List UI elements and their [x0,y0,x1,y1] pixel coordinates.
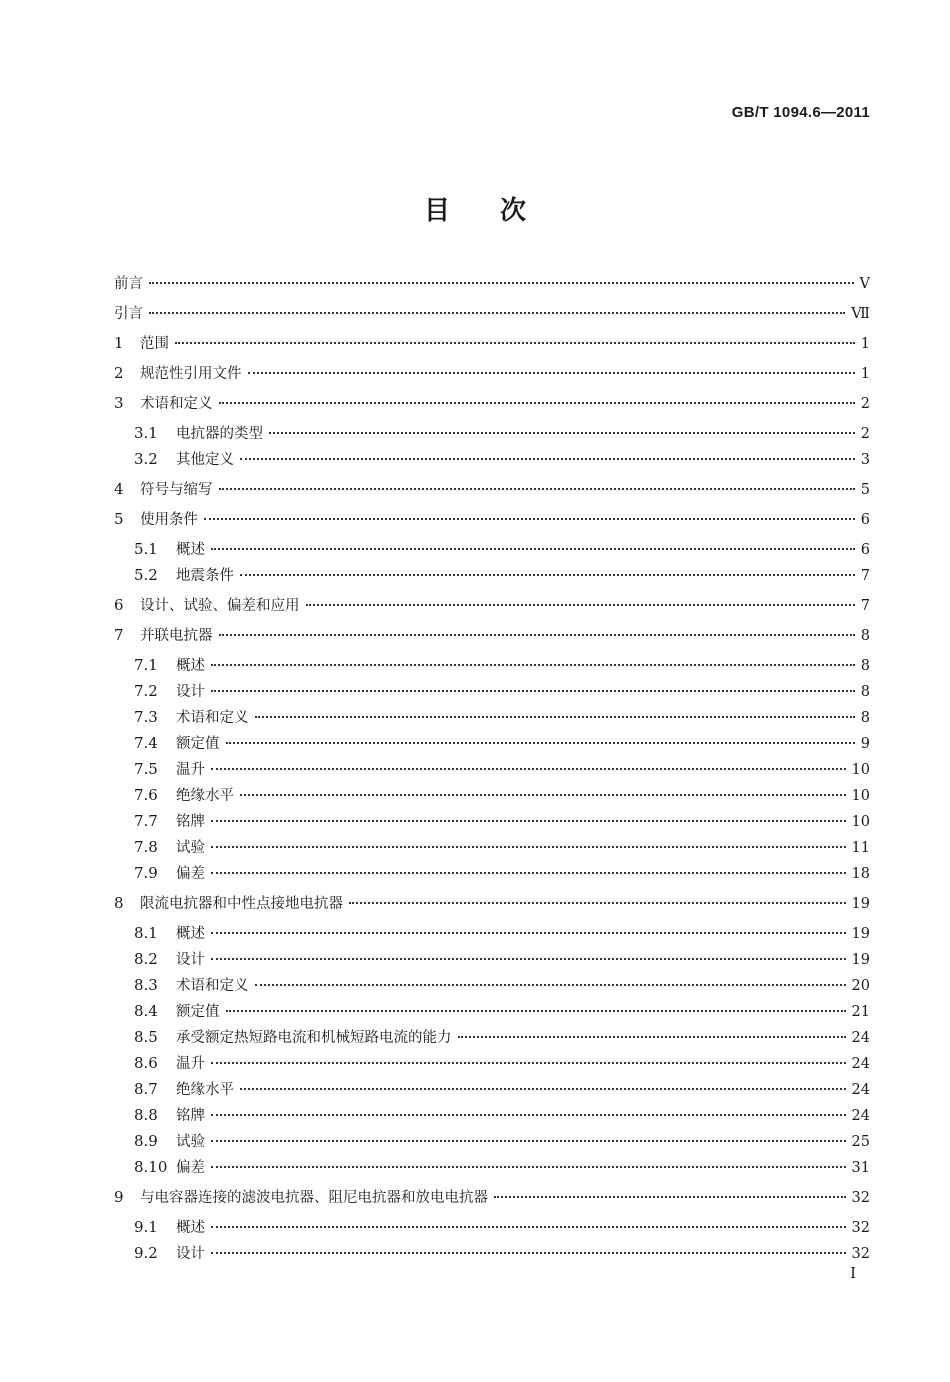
toc-entry-page: 24 [851,1056,870,1072]
dot-leader [211,1166,846,1168]
toc-entry[interactable] [114,1104,870,1130]
toc-entry-number: 9.2 [134,1244,158,1262]
dot-leader [240,1088,846,1090]
toc-entry[interactable] [114,810,870,836]
toc-entry[interactable] [114,784,870,810]
table-of-contents [114,268,870,1268]
dot-leader [211,768,846,770]
toc-entry-number: 7.7 [134,812,158,830]
toc-entry-label: 铭牌 [176,1108,205,1124]
toc-entry-number: 8.7 [134,1080,158,1098]
toc-entry[interactable] [114,538,870,564]
dot-leader [211,872,846,874]
toc-entry-label: 限流电抗器和中性点接地电抗器 [140,896,343,912]
toc-entry-page: 10 [851,762,870,778]
toc-entry-number: 1 [114,334,124,352]
toc-entry-label: 术语和定义 [176,978,249,994]
toc-entry[interactable] [114,302,870,328]
toc-entry-page: 24 [851,1082,870,1098]
toc-entry-page: 7 [860,568,870,584]
toc-entry-label: 设计 [176,1246,205,1262]
toc-entry-label: 设计、试验、偏差和应用 [140,598,300,614]
dot-leader [211,548,855,550]
toc-entry-number: 6 [114,596,124,614]
dot-leader [211,1062,846,1064]
toc-entry[interactable] [114,1156,870,1182]
dot-leader [211,932,846,934]
toc-entry[interactable] [114,448,870,474]
toc-entry-number: 8.8 [134,1106,158,1124]
dot-leader [226,742,855,744]
dot-leader [306,604,855,606]
toc-entry-label: 规范性引用文件 [140,366,242,382]
toc-title: 目次 [423,196,576,226]
toc-entry-page: 18 [851,866,870,882]
toc-entry-page: 10 [851,788,870,804]
toc-entry-label: 铭牌 [176,814,205,830]
toc-entry-page: V [859,276,870,292]
dot-leader [458,1036,846,1038]
toc-entry[interactable] [114,974,870,1000]
toc-entry-label: 试验 [176,1134,205,1150]
toc-entry[interactable] [114,680,870,706]
toc-entry[interactable] [114,422,870,448]
toc-entry-page: 25 [851,1134,870,1150]
toc-entry-label: 术语和定义 [176,710,249,726]
toc-entry-label: 概述 [176,542,205,558]
toc-entry-label: 概述 [176,1220,205,1236]
toc-entry-page: 19 [851,926,870,942]
dot-leader [211,664,855,666]
toc-entry-label: 与电容器连接的滤波电抗器、阻尼电抗器和放电电抗器 [140,1190,488,1206]
toc-entry[interactable] [114,758,870,784]
dot-leader [211,958,846,960]
toc-entry-label: 电抗器的类型 [176,426,263,442]
toc-entry-number: 8.9 [134,1132,158,1150]
toc-entry-label: 额定值 [176,1004,220,1020]
toc-entry-label: 温升 [176,762,205,778]
toc-entry-number: 5 [114,510,124,528]
toc-entry-number: 7 [114,626,124,644]
dot-leader [240,574,855,576]
toc-entry-page: 19 [851,896,870,912]
dot-leader [255,984,846,986]
toc-entry-page: 31 [851,1160,870,1176]
toc-entry-number: 7.9 [134,864,158,882]
toc-entry[interactable] [114,1078,870,1104]
toc-entry[interactable] [114,1130,870,1156]
toc-entry-number: 8.10 [134,1158,168,1176]
toc-entry[interactable] [114,332,870,358]
toc-entry[interactable] [114,624,870,650]
toc-entry-page: 24 [851,1030,870,1046]
toc-entry-page: 20 [851,978,870,994]
toc-entry-number: 9.1 [134,1218,158,1236]
toc-entry-page: 6 [860,542,870,558]
toc-entry-number: 8.1 [134,924,158,942]
toc-entry-page: 24 [851,1108,870,1124]
toc-entry-label: 设计 [176,684,205,700]
toc-entry-label: 偏差 [176,1160,205,1176]
toc-entry-label: 地震条件 [176,568,234,584]
toc-entry[interactable] [114,1186,870,1212]
toc-entry[interactable] [114,1216,870,1242]
dot-leader [204,518,855,520]
toc-entry[interactable] [114,392,870,418]
toc-entry-page: 2 [860,426,870,442]
dot-leader [211,690,855,692]
toc-entry[interactable] [114,948,870,974]
toc-entry-number: 5.1 [134,540,158,558]
toc-entry-page: 9 [860,736,870,752]
toc-entry-label: 概述 [176,926,205,942]
dot-leader [248,372,855,374]
dot-leader [211,1114,846,1116]
dot-leader [240,794,846,796]
toc-entry-label: 术语和定义 [140,396,213,412]
toc-entry-label: 符号与缩写 [140,482,213,498]
toc-entry-number: 3 [114,394,124,412]
toc-entry-page: 2 [860,396,870,412]
toc-entry[interactable] [114,654,870,680]
toc-entry-number: 7.4 [134,734,158,752]
standard-code: GB/T 1094.6—2011 [731,104,870,121]
toc-entry-number: 4 [114,480,124,498]
toc-entry-label: 概述 [176,658,205,674]
dot-leader [211,820,846,822]
toc-entry-page: 21 [851,1004,870,1020]
toc-entry-number: 7.8 [134,838,158,856]
toc-entry[interactable] [114,508,870,534]
toc-entry-number: 9 [114,1188,124,1206]
toc-entry[interactable] [114,732,870,758]
dot-leader [211,1226,846,1228]
dot-leader [226,1010,846,1012]
toc-entry-number: 7.1 [134,656,158,674]
toc-entry[interactable] [114,836,870,862]
toc-entry-page: 32 [851,1246,870,1262]
toc-entry[interactable] [114,362,870,388]
dot-leader [219,402,855,404]
toc-entry-page: 5 [860,482,870,498]
toc-entry-label: 并联电抗器 [140,628,213,644]
toc-entry-page: 6 [860,512,870,528]
toc-entry[interactable] [114,892,870,918]
toc-entry[interactable] [114,478,870,504]
toc-entry-page: 7 [860,598,870,614]
toc-entry[interactable] [114,272,870,298]
toc-entry-page: 32 [851,1220,870,1236]
toc-entry-number: 5.2 [134,566,158,584]
toc-entry-number: 7.2 [134,682,158,700]
dot-leader [211,1252,846,1254]
toc-entry-number: 3.2 [134,450,158,468]
toc-entry[interactable] [114,1052,870,1078]
toc-entry-label: 承受额定热短路电流和机械短路电流的能力 [176,1030,452,1046]
dot-leader [219,488,855,490]
dot-leader [211,1140,846,1142]
toc-entry-number: 8.6 [134,1054,158,1072]
toc-entry-label: 范围 [140,336,169,352]
toc-entry[interactable] [114,1026,870,1052]
toc-entry-page: 3 [860,452,870,468]
toc-entry-number: 7.3 [134,708,158,726]
toc-entry-number: 8.2 [134,950,158,968]
toc-entry-label: 试验 [176,840,205,856]
dot-leader [149,282,854,284]
toc-entry[interactable] [114,564,870,590]
toc-entry-number: 8.4 [134,1002,158,1020]
toc-entry-label: 偏差 [176,866,205,882]
dot-leader [219,634,855,636]
dot-leader [494,1196,846,1198]
toc-entry-label: 绝缘水平 [176,1082,234,1098]
toc-entry-label: 其他定义 [176,452,234,468]
toc-entry-label: 引言 [114,306,143,322]
toc-entry[interactable] [114,1242,870,1268]
toc-entry-page: 32 [851,1190,870,1206]
toc-entry-label: 前言 [114,276,143,292]
toc-entry-label: 设计 [176,952,205,968]
toc-entry-label: 绝缘水平 [176,788,234,804]
toc-entry-number: 8.3 [134,976,158,994]
toc-entry-number: 7.5 [134,760,158,778]
toc-entry-page: Ⅶ [851,306,870,322]
toc-entry-page: 8 [860,684,870,700]
toc-entry-label: 温升 [176,1056,205,1072]
toc-entry-number: 2 [114,364,124,382]
toc-entry-number: 7.6 [134,786,158,804]
toc-entry-label: 使用条件 [140,512,198,528]
toc-entry-page: 1 [860,366,870,382]
toc-entry-page: 1 [860,336,870,352]
dot-leader [269,432,855,434]
toc-entry-number: 8.5 [134,1028,158,1046]
dot-leader [175,342,855,344]
toc-entry-page: 8 [860,710,870,726]
dot-leader [240,458,855,460]
toc-entry-page: 8 [860,628,870,644]
toc-entry[interactable] [114,862,870,888]
dot-leader [149,312,845,314]
toc-entry[interactable] [114,1000,870,1026]
toc-entry-label: 额定值 [176,736,220,752]
toc-entry-page: 11 [851,840,870,856]
toc-entry-page: 10 [851,814,870,830]
dot-leader [255,716,855,718]
toc-entry-number: 8 [114,894,124,912]
toc-entry[interactable] [114,922,870,948]
dot-leader [349,902,846,904]
toc-entry-page: 8 [860,658,870,674]
toc-entry[interactable] [114,706,870,732]
dot-leader [211,846,846,848]
page-folio: I [850,1264,856,1282]
toc-entry-page: 19 [851,952,870,968]
toc-entry-number: 3.1 [134,424,158,442]
toc-entry[interactable] [114,594,870,620]
